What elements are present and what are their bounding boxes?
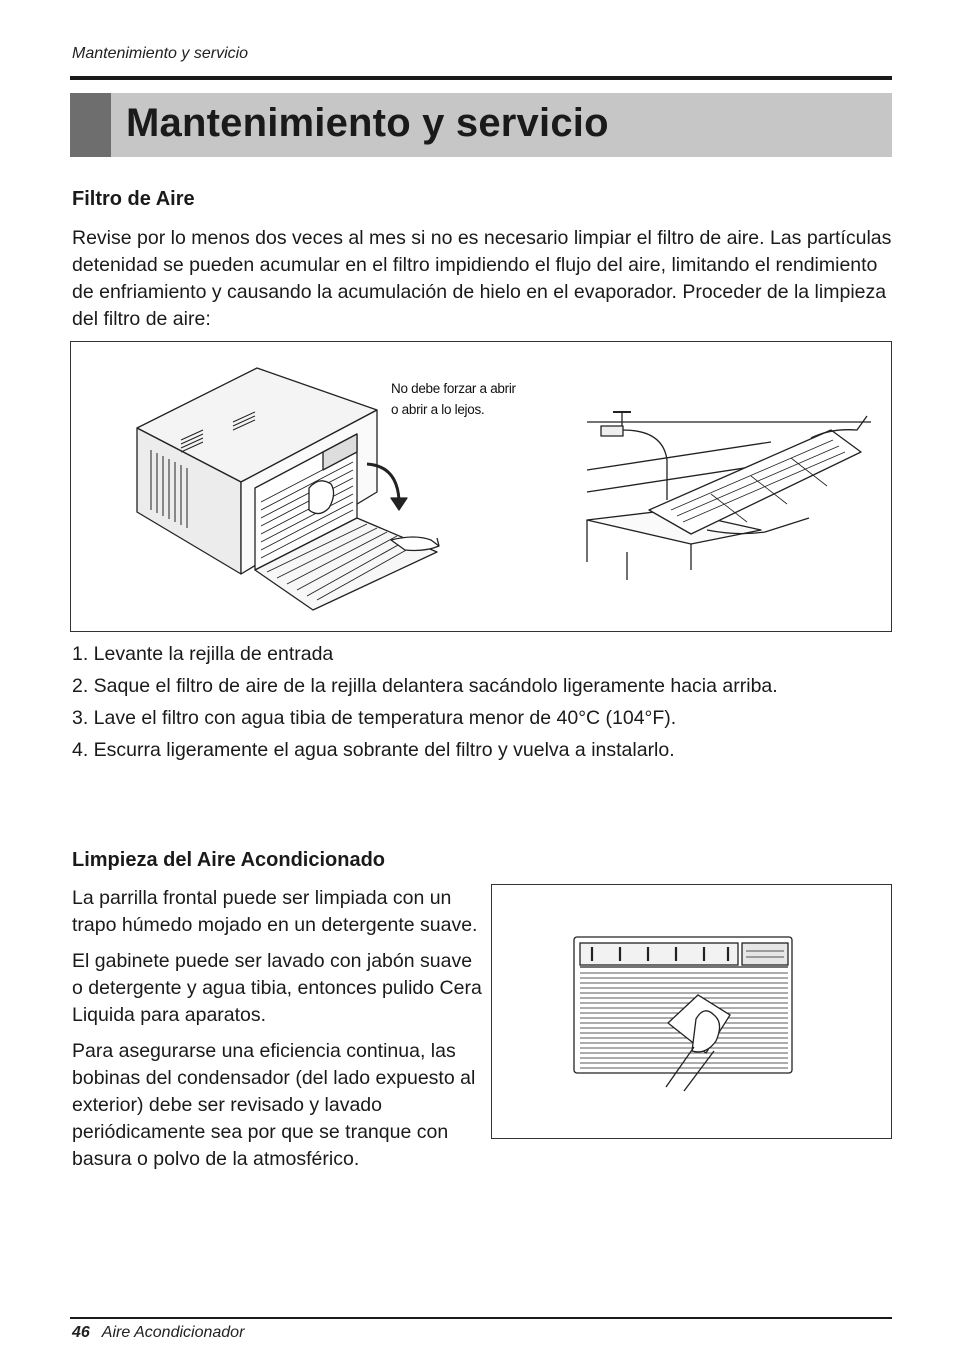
cleaning-paragraph: El gabinete puede ser lavado con jabón suave o detergente y agua tibia, entonces pulido Cera Liquida para aparatos.	[72, 950, 482, 1026]
page-title: Mantenimiento y servicio	[126, 101, 609, 145]
running-header: Mantenimiento y servicio	[72, 45, 249, 62]
cleaning-section-heading: Limpieza del Aire Acondicionado	[72, 849, 386, 871]
list-item: 4. Escurra ligeramente el agua sobrante del filtro y vuelva a instalarlo.	[72, 739, 675, 761]
header-rule	[70, 76, 892, 80]
cleaning-paragraph: Para asegurarse una eficiencia continua, las bobinas del condensador (del lado expuesto al exterior) debe ser revisado y lavado periódicamente sea por que se tranque con basura o polvo de la atmosférico.	[72, 1040, 476, 1170]
title-accent-block	[70, 93, 111, 157]
list-item: 2. Saque el filtro de aire de la rejilla delantera sacándolo ligeramente hacia arriba.	[72, 675, 778, 697]
filter-section-heading: Filtro de Aire	[72, 188, 195, 210]
cleaning-paragraph: La parrilla frontal puede ser limpiada con un trapo húmedo mojado en un detergente suave.	[72, 887, 478, 936]
filter-steps-list	[72, 641, 778, 769]
figure-note-line-1: No debe forzar a abrir	[391, 381, 516, 396]
title-bar	[70, 93, 892, 157]
footer-title: Aire Acondicionador	[101, 1324, 245, 1341]
front-grille-cleaning-figure	[491, 884, 892, 1139]
cleaning-text-column	[72, 885, 482, 1182]
filter-intro-paragraph: Revise por lo menos dos veces al mes si no es necesario limpiar el filtro de aire. Las partículas detenidad se pueden acumular en el filtro impidiendo el flujo del aire, limitando el rendimiento de enfriamiento y causando la acumulación de hielo en el evaporador. Proceder de la limpieza del filtro de aire:	[72, 227, 892, 330]
list-item: 3. Lave el filtro con agua tibia de temperatura menor de 40°C (104°F).	[72, 707, 677, 729]
page-footer	[72, 1324, 244, 1342]
filter-cleaning-figure	[70, 341, 892, 632]
footer-rule	[70, 1317, 892, 1319]
front-grille-illustration	[492, 885, 891, 1138]
figure-note-line-2: o abrir a lo lejos.	[391, 402, 485, 417]
page-number: 46	[72, 1324, 90, 1341]
list-item: 1. Levante la rejilla de entrada	[72, 643, 334, 665]
